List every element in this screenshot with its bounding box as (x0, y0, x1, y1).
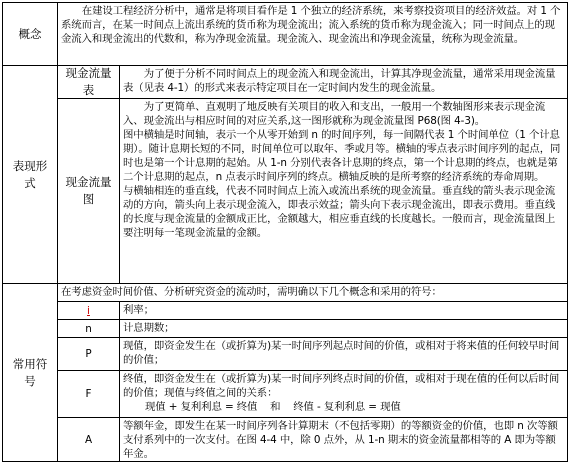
cash-flow-diagram-text: 为了更简单、直观明了地反映有关项目的收入和支出，一般用一个数轴图形来表示现金流入、现金流出与相应时间的对应关系,这一图形就称为现金流量图 P68(图 4-3)。 图中横轴是时间轴，表示一个从零开始到 n 的时间序列，每一间隔代表 1 个时间单位（1 个计息期）。随计息期长短的不同，时间单位可以取年、季或月等。横轴的零点表示时间序列的起点，同时也是第一个计息期的起始。从 1-n 分别代表各计息期的终点，第一个计息期的终点，也就是第二个计息期的起点，n 点表示时间序列的终点。横轴反映的是所考察的经济系统的寿命周期。 与横轴相连的垂直线，代表不同时间点上流入或流出系统的现金流量。垂直线的箭头表示现金流动的方向，箭头向上表示现金流入，即表示效益；箭头向下表示现金流出，即表示费用。垂直线的长度与现金流量的金额成正比，金额越大，相应垂直线的长度越长。一般而言，现金流量图上要注明每一笔现金流量的金额。 (119, 98, 568, 284)
symbol-a: A (57, 417, 120, 462)
concept-table (2, 2, 568, 462)
symbols-intro: 在考虑资金时间价值、分析研究资金的流动时，需明确以下几个概念和采用的符号： (57, 283, 568, 302)
representation-label: 表现形式 (2, 65, 58, 284)
symbol-n: n (57, 319, 120, 338)
symbols-label: 常用符号 (2, 283, 58, 462)
symbol-f-cell (119, 370, 568, 418)
symbol-a-text: 等额年金，即发生在某一时间序列各计算期末（不包括零期）的等额资金的价值，也即 n 次等额支付系列中的一次支付。在图 4-4 中，除 0 点外，从 1-n 期末的资金流量都相等的 A 即为等额年金。 (119, 417, 568, 462)
symbol-f: F (57, 370, 120, 418)
cash-flow-table-text: 为了便于分析不同时间点上的现金流入和现金流出，计算其净现金流量，通常采用现金流量表（见表 4-1）的形式来表示特定项目在一定时间内发生的现金流量。 (119, 65, 568, 99)
symbol-f-text: 终值，即资金发生在（或折算为)某一时间序列终点时间的价值，或相对于现在值的任何以后时间的价值；现值与终值之间的关系： (123, 373, 560, 399)
concept-label: 概念 (2, 2, 58, 66)
symbol-p: P (57, 337, 120, 371)
symbol-i-text: 利率； (119, 301, 568, 320)
symbol-p-text: 现值，即资金发生在（或折算为)某一时间序列起点时间的价值，或相对于将来值的任何较早时间的价值； (119, 337, 568, 371)
cash-flow-table-label: 现金流量表 (57, 65, 120, 99)
cash-flow-diagram-label: 现金流量图 (57, 98, 120, 284)
symbol-i: i (57, 301, 120, 320)
symbol-n-text: 计息期数； (119, 319, 568, 338)
present-future-formula: 现值 + 复利利息 = 终值 和 终值 - 复利利息 = 现值 (145, 401, 401, 413)
concept-text: 在建设工程经济分析中，通常是将项目看作是 1 个独立的经济系统，来考察投资项目的经济效益。对 1 个系统而言，在某一时间点上流出系统的货币称为现金流出；流入系统的货币称为现金流入；同一时间点上的现金流入和现金流出的代数和，称为净现金流量。现金流入、现金流出和净现金流量，统称为现金流量。 (57, 2, 568, 66)
